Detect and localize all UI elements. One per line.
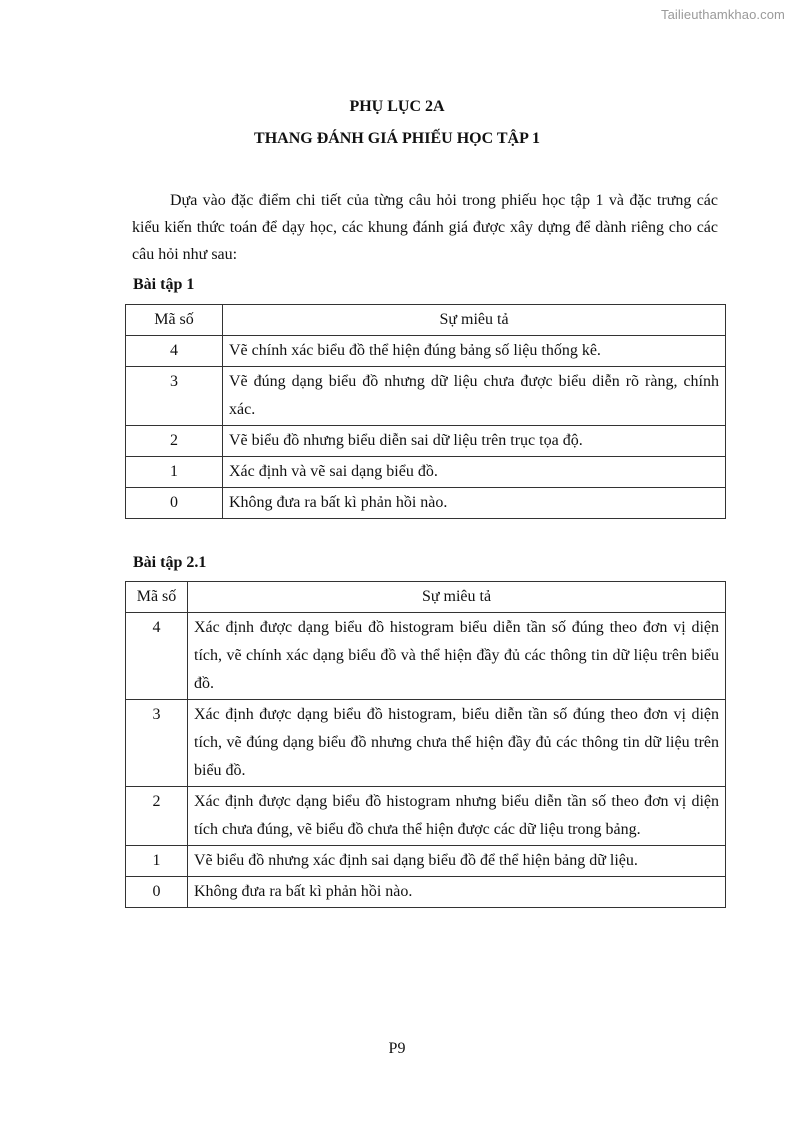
table-row: [126, 700, 726, 787]
description-cell: Không đưa ra bất kì phản hồi nào.: [188, 877, 726, 908]
description-cell: Vẽ đúng dạng biểu đồ nhưng dữ liệu chưa được biểu diễn rõ ràng, chính xác.: [223, 367, 726, 426]
table-row: [126, 877, 726, 908]
description-cell: Xác định được dạng biểu đồ histogram biểu diễn tần số đúng theo đơn vị diện tích, vẽ chính xác dạng biểu đồ và thể hiện đầy đủ các thông tin dữ liệu trên biểu đồ.: [188, 613, 726, 700]
score-code-cell: 4: [126, 613, 188, 700]
code-column-header: Mã số: [126, 582, 188, 613]
intro-paragraph: Dựa vào đặc điểm chi tiết của từng câu hỏi trong phiếu học tập 1 và đặc trưng các kiểu kiến thức toán để dạy học, các khung đánh giá được xây dựng để dành riêng cho các câu hỏi như sau:: [132, 192, 718, 263]
score-code-cell: 4: [126, 336, 223, 367]
score-code-cell: 0: [126, 488, 223, 519]
exercise-1-rubric-table: [125, 304, 726, 519]
score-code-cell: 2: [126, 787, 188, 846]
table-row: [126, 367, 726, 426]
table-row: [126, 426, 726, 457]
score-code-cell: 1: [126, 846, 188, 877]
description-cell: Vẽ chính xác biểu đồ thể hiện đúng bảng số liệu thống kê.: [223, 336, 726, 367]
table-row: [126, 613, 726, 700]
page-number: P9: [388, 1040, 406, 1057]
description-column-header: Sự miêu tả: [223, 305, 726, 336]
description-column-header: Sự miêu tả: [188, 582, 726, 613]
watermark: Tailieuthamkhao.com: [660, 7, 785, 22]
description-cell: Xác định được dạng biểu đồ histogram nhưng biểu diễn tần số theo đơn vị diện tích chưa đúng, vẽ biểu đồ chưa thể hiện được các dữ liệu trong bảng.: [188, 787, 726, 846]
exercise-1-heading: Bài tập 1: [133, 276, 195, 293]
table-row: [126, 457, 726, 488]
table-row: [126, 787, 726, 846]
score-code-cell: 3: [126, 700, 188, 787]
exercise-2-1-heading: Bài tập 2.1: [133, 554, 207, 571]
table-row: [126, 488, 726, 519]
description-cell: Vẽ biểu đồ nhưng xác định sai dạng biểu đồ để thể hiện bảng dữ liệu.: [188, 846, 726, 877]
exercise-2-1-rubric-table: [125, 581, 726, 908]
page-subtitle: THANG ĐÁNH GIÁ PHIẾU HỌC TẬP 1: [254, 130, 540, 147]
code-column-header: Mã số: [126, 305, 223, 336]
description-cell: Xác định được dạng biểu đồ histogram, biểu diễn tần số đúng theo đơn vị diện tích, vẽ đúng dạng biểu đồ nhưng chưa thể hiện đầy đủ các thông tin dữ liệu trên biểu đồ.: [188, 700, 726, 787]
score-code-cell: 0: [126, 877, 188, 908]
description-cell: Xác định và vẽ sai dạng biểu đồ.: [223, 457, 726, 488]
page-title: PHỤ LỤC 2A: [349, 98, 445, 115]
score-code-cell: 2: [126, 426, 223, 457]
description-cell: Vẽ biểu đồ nhưng biểu diễn sai dữ liệu trên trục tọa độ.: [223, 426, 726, 457]
score-code-cell: 3: [126, 367, 223, 426]
table-header-row: [126, 582, 726, 613]
table-header-row: [126, 305, 726, 336]
table-row: [126, 336, 726, 367]
score-code-cell: 1: [126, 457, 223, 488]
table-row: [126, 846, 726, 877]
description-cell: Không đưa ra bất kì phản hồi nào.: [223, 488, 726, 519]
